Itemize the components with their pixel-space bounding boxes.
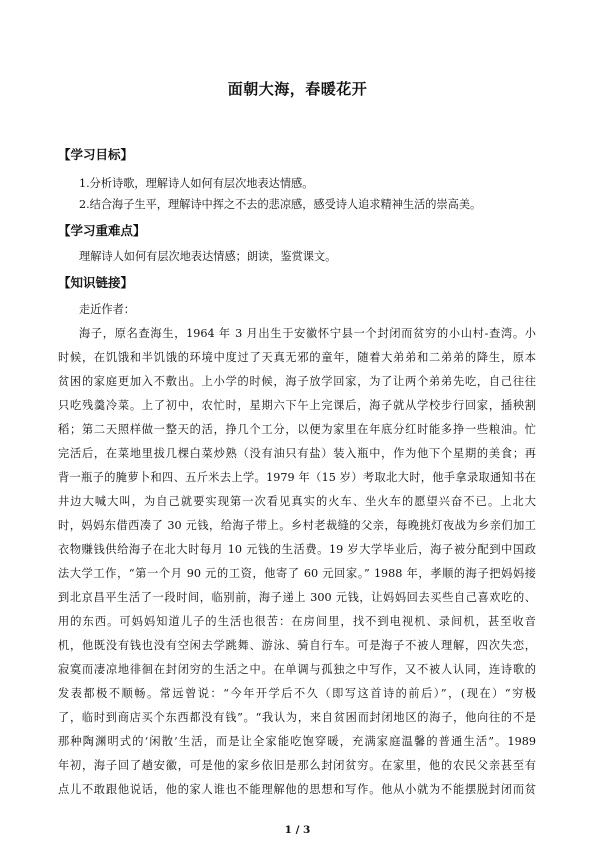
paragraph-line: 了，临时到商店买个东西都没有钱”。“我认为，来自贫困而封闭地区的海子，他向往的不是 (58, 711, 536, 724)
paragraph-line: 那种陶渊明式的‘闲散’生活，而是让全家能吃饱穿暖，充满家庭温馨的普通生活”。1989 (58, 735, 536, 748)
paragraph-line: 法大学工作，“第一个月 90 元的工资，他寄了 60 元回家。” 1988 年，孝顺的海子把妈妈接 (58, 567, 536, 580)
section-heading-knowledge: 【知识链接】 (58, 275, 134, 290)
goal-item: 1.分析诗歌，理解诗人如何有层次地表达情感。 (79, 177, 314, 190)
paragraph-line: 时候，在饥饿和半饥饿的环境中度过了天真无邪的童年，随着大弟弟和二弟弟的降生，原本 (58, 351, 536, 364)
paragraph-line: 时，妈妈东借西凑了 30 元钱，给海子带上。乡村老裁缝的父亲，每晚挑灯夜战为乡亲们加工 (58, 519, 536, 532)
page-title: 面朝大海，春暖花开 (227, 80, 368, 98)
section-heading-keypoints: 【学习重难点】 (58, 223, 146, 238)
paragraph-line: 寂寞而凄凉地徘徊在封闭穷的生活之中。在单调与孤独之中写作，又不被人认同，连诗歌的 (58, 663, 536, 676)
paragraph-line: 到北京昌平生活了一段时间，临别前，海子递上 300 元钱，让妈妈回去买些自己喜欢吃的、 (58, 591, 536, 604)
knowledge-intro: 走近作者： (79, 303, 135, 316)
paragraph-line: 贫困的家庭更加入不敷出。上小学的时候，海子放学回家，为了让两个弟弟先吃，自己往往 (58, 375, 536, 388)
paragraph-line: 用的东西。可妈妈知道儿子的生活也很苦：在房间里，找不到电视机、录间机，甚至收音 (58, 615, 536, 628)
paragraph-line: 海子，原名查海生，1964 年 3 月出生于安徽怀宁县一个封闭而贫穷的小山村-查湾。小 (79, 327, 536, 340)
keypoints-text: 理解诗人如何有层次地表达情感；朗读，鉴赏课文。 (79, 250, 337, 263)
paragraph-line: 发表都极不顺畅。常远曾说：“今年开学后不久（即写这首诗的前后）”，(现在）“穷极 (58, 687, 536, 700)
paragraph-line: 稻；第二天照样做一整天的活，挣几个工分，以便为家里在年底分红时能多挣一些粮油。忙 (58, 423, 536, 436)
paragraph-line: 井边大喊大叫，为自己就要实现第一次看见真实的火车、坐火车的愿望兴奋不已。上北大 (58, 495, 536, 508)
paragraph-line: 完活后，在菜地里拔几棵白菜炒熟（没有油只有盐）装入瓶中，作为他下个星期的美食；再 (58, 447, 536, 460)
section-heading-goals: 【学习目标】 (58, 147, 134, 162)
paragraph-line: 衣物赚钱供给海子在北大时每月 10 元钱的生活费。19 岁大学毕业后，海子被分配到中国政 (58, 543, 536, 556)
paragraph-line: 背一瓶子的腌萝卜和四、五斤米去上学。1979 年（15 岁）考取北大时，他手拿录取通知书在 (58, 471, 536, 484)
goal-item: 2.结合海子生平，理解诗中挥之不去的悲凉感，感受诗人追求精神生活的崇高美。 (79, 198, 482, 211)
page-number: 1 / 3 (284, 824, 311, 836)
paragraph-line: 年初，海子回了趟安徽，可是他的家乡依旧是那么封闭贫穷。在家里，他的农民父亲甚至有 (58, 759, 536, 772)
paragraph-line: 点儿不敢跟他说话，他的家人谁也不能理解他的思想和写作。他从小就为不能摆脱封闭而贫 (58, 783, 536, 796)
paragraph-line: 机，他既没有钱也没有空闲去学跳舞、游泳、骑自行车。可是海子不被人理解，四次失恋， (58, 639, 536, 652)
paragraph-line: 只吃残羹冷菜。上了初中，农忙时，星期六下午上完课后，海子就从学校步行回家，插秧割 (58, 399, 536, 412)
